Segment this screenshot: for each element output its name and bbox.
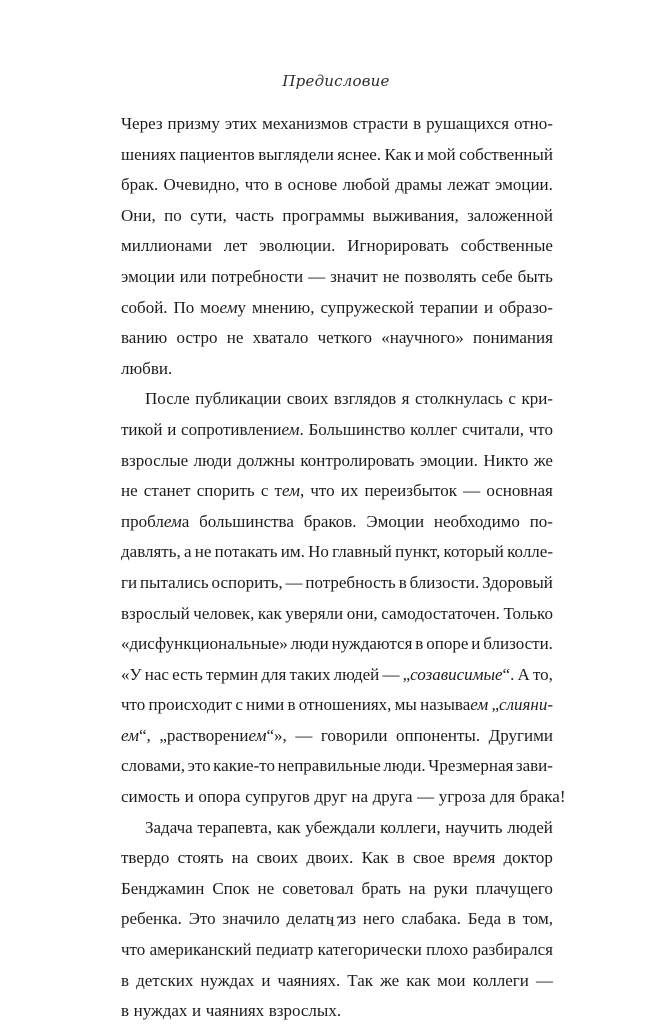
word: люди xyxy=(193,450,232,470)
text-line xyxy=(121,231,553,262)
word: Эмоции xyxy=(366,511,425,531)
word: — xyxy=(463,481,481,501)
word: с xyxy=(260,481,269,501)
word: Через xyxy=(121,114,163,133)
word: или xyxy=(179,266,207,286)
word: мы xyxy=(394,695,417,715)
word: колле- xyxy=(507,542,553,562)
word: «дисфункциональные» xyxy=(121,634,288,654)
word: как xyxy=(406,970,431,990)
text-line xyxy=(121,476,553,507)
word: что xyxy=(528,419,553,439)
word: ги xyxy=(121,572,138,592)
word: остро xyxy=(176,328,218,348)
word: взрослые xyxy=(121,450,189,470)
word: как xyxy=(257,603,282,623)
word: отно- xyxy=(513,114,553,133)
text-line xyxy=(121,782,566,813)
word: друга xyxy=(372,787,413,807)
word: это xyxy=(187,756,211,776)
text-line xyxy=(121,996,553,1027)
word: главный xyxy=(332,542,392,562)
word: в xyxy=(507,909,516,929)
word: публикации xyxy=(195,389,282,409)
word: доктор xyxy=(503,848,553,868)
text-line xyxy=(121,446,553,477)
word: не xyxy=(382,266,400,286)
word: собственные xyxy=(460,236,553,256)
word: терапии xyxy=(419,297,478,317)
word: какие-то xyxy=(213,756,275,776)
word: и xyxy=(414,144,424,164)
text-line xyxy=(121,507,553,538)
text-line xyxy=(121,721,553,752)
word: Чрезмерная xyxy=(428,756,514,776)
word: им. xyxy=(280,542,305,562)
word: собственный xyxy=(459,144,553,164)
word: а xyxy=(183,542,192,562)
word: мой xyxy=(427,144,456,164)
word: своих xyxy=(286,389,329,409)
word: на xyxy=(408,878,426,898)
word: позволять xyxy=(404,266,477,286)
word: эмоции xyxy=(121,266,175,286)
word: супружеской xyxy=(320,297,414,317)
word: людей xyxy=(333,664,380,684)
word: Задача xyxy=(145,817,193,837)
text-line xyxy=(121,415,553,446)
word: в xyxy=(413,114,422,133)
word: из xyxy=(340,909,357,929)
word: должны xyxy=(237,450,295,470)
word: убеждали xyxy=(305,817,376,837)
word: плохо xyxy=(426,940,469,960)
word: чаяниях xyxy=(205,1001,265,1021)
word: четкого xyxy=(317,328,373,348)
text-line xyxy=(121,751,553,782)
word: «У xyxy=(121,664,142,684)
word: спорить xyxy=(196,481,255,501)
word: симость xyxy=(121,787,181,807)
word: угроза xyxy=(438,787,486,807)
word: таких xyxy=(289,664,331,684)
text-line xyxy=(121,629,553,660)
word: По xyxy=(173,297,195,317)
word: лет xyxy=(223,236,248,256)
word: что xyxy=(121,695,146,715)
word: необходимо xyxy=(433,511,520,531)
word: том, xyxy=(522,909,553,929)
word: я xyxy=(401,389,410,409)
word: оспорить, xyxy=(211,572,283,592)
text-line xyxy=(121,935,553,966)
word: себе xyxy=(481,266,513,286)
word: нас xyxy=(144,664,169,684)
word: слабака. xyxy=(401,909,461,929)
word: Они, xyxy=(121,205,156,225)
word: их xyxy=(340,481,359,501)
word: и xyxy=(261,970,271,990)
word: что xyxy=(310,481,335,501)
word: коллег xyxy=(410,419,458,439)
word: — xyxy=(295,725,313,745)
word: нуждах xyxy=(133,1001,188,1021)
word: основе xyxy=(287,175,338,195)
word: „слияни- xyxy=(491,695,553,715)
word: американский xyxy=(149,940,252,960)
word: драмы xyxy=(395,175,443,195)
word: Здоровый xyxy=(482,572,553,592)
word: станет xyxy=(143,481,191,501)
word: рушащихся xyxy=(426,114,510,133)
word: нуждаются xyxy=(331,634,413,654)
word: взрослых. xyxy=(268,1001,342,1021)
word: неправильные xyxy=(277,756,381,776)
word: зави- xyxy=(515,756,553,776)
word: потакать xyxy=(214,542,278,562)
word: советовал xyxy=(282,878,354,898)
word: в xyxy=(121,970,130,990)
word: него xyxy=(362,909,395,929)
word: есть xyxy=(172,664,203,684)
word: любви. xyxy=(121,358,173,378)
word: категорически xyxy=(317,940,422,960)
word: Никто xyxy=(483,450,529,470)
word: супругов xyxy=(245,787,310,807)
word: значит xyxy=(330,266,378,286)
word: в xyxy=(396,848,405,868)
text-line xyxy=(121,170,553,201)
word: значило xyxy=(222,909,280,929)
word: браков. xyxy=(303,511,357,531)
word: происходит xyxy=(148,695,233,715)
word: ем“, xyxy=(121,725,151,745)
word: пытались xyxy=(139,572,209,592)
text-line xyxy=(121,568,553,599)
word: любой xyxy=(342,175,390,195)
word: тикой xyxy=(121,419,163,439)
word: пункт, xyxy=(395,542,441,562)
word: терапевта, xyxy=(197,817,272,837)
paragraph xyxy=(121,384,566,812)
word: время xyxy=(452,848,496,868)
word: яснее. xyxy=(337,144,382,164)
word: — xyxy=(417,787,435,807)
word: тем, xyxy=(274,481,305,501)
word: брака! xyxy=(519,787,566,807)
word: давлять, xyxy=(121,542,181,562)
word: опоре xyxy=(426,634,469,654)
word: не xyxy=(194,542,212,562)
word: понимания xyxy=(472,328,553,348)
word: и xyxy=(167,419,177,439)
word: „растворением“», xyxy=(159,725,287,745)
word: ванию xyxy=(121,328,168,348)
word: оппоненты. xyxy=(396,725,481,745)
word: ребенка. xyxy=(121,909,182,929)
word: с xyxy=(235,695,243,715)
page-number: 17 xyxy=(328,914,344,930)
text-line xyxy=(121,384,553,415)
word: коллеги, xyxy=(380,817,441,837)
word: то, xyxy=(532,664,553,684)
word: Как xyxy=(384,144,412,164)
word: этих xyxy=(224,114,258,133)
running-head: Предисловие xyxy=(282,72,390,90)
word: плачущего xyxy=(475,878,553,898)
word: Только xyxy=(503,603,553,623)
word: — xyxy=(308,266,326,286)
word: столкнулась xyxy=(414,389,503,409)
word: переизбыток xyxy=(364,481,458,501)
word: человек, xyxy=(193,603,255,623)
word: в xyxy=(274,175,283,195)
word: и xyxy=(483,297,494,317)
word: мнению, xyxy=(251,297,315,317)
word: не xyxy=(226,328,244,348)
word: заложенной xyxy=(467,205,553,225)
word: и xyxy=(184,787,194,807)
text-line xyxy=(121,537,553,568)
word: свое xyxy=(413,848,445,868)
word: потребности xyxy=(211,266,304,286)
word: брать xyxy=(361,878,401,898)
word: не xyxy=(257,878,275,898)
word: нуждах xyxy=(200,970,255,990)
word: который xyxy=(443,542,504,562)
word: двоих. xyxy=(306,848,354,868)
word: кри- xyxy=(521,389,553,409)
word: словами, xyxy=(121,756,185,776)
word: миллионами xyxy=(121,236,212,256)
word: „созависимые“. xyxy=(402,664,515,684)
word: взрослый xyxy=(121,603,190,623)
word: в xyxy=(415,634,424,654)
word: потребность xyxy=(305,572,396,592)
word: близости. xyxy=(483,634,553,654)
word: коллеги xyxy=(472,970,529,990)
word: сути, xyxy=(190,205,227,225)
word: опора xyxy=(198,787,241,807)
word: образо- xyxy=(499,297,553,317)
word: Так xyxy=(347,970,374,990)
word: для xyxy=(490,787,516,807)
word: люди. xyxy=(383,756,426,776)
word: — xyxy=(285,572,303,592)
word: делать xyxy=(286,909,334,929)
word: детских xyxy=(136,970,194,990)
word: что xyxy=(244,175,270,195)
word: лежат xyxy=(447,175,490,195)
word: для xyxy=(261,664,287,684)
word: После xyxy=(145,389,190,409)
word: твердо xyxy=(121,848,170,868)
word: страсти xyxy=(352,114,409,133)
word: по xyxy=(164,205,182,225)
word: «научного» xyxy=(381,328,464,348)
word: Игнорировать xyxy=(347,236,449,256)
text-line xyxy=(121,201,553,232)
word: же xyxy=(533,450,553,470)
word: Беда xyxy=(467,909,501,929)
word: моему xyxy=(200,297,246,317)
word: сопротивлением. xyxy=(181,419,304,439)
word: брак. xyxy=(121,175,159,195)
text-line xyxy=(121,599,553,630)
word: самодостаточен. xyxy=(381,603,500,623)
word: по- xyxy=(529,511,553,531)
word: Как xyxy=(361,848,389,868)
word: Это xyxy=(188,909,216,929)
word: Но xyxy=(308,542,329,562)
word: педиатр xyxy=(255,940,314,960)
word: с xyxy=(508,389,516,409)
text-line xyxy=(121,813,553,844)
word: Большинство xyxy=(308,419,406,439)
word: отношениях, xyxy=(298,695,392,715)
word: Бенджамин xyxy=(121,878,205,898)
body-text xyxy=(121,109,566,1027)
word: говорили xyxy=(320,725,388,745)
word: и xyxy=(192,1001,202,1021)
word: — xyxy=(535,970,553,990)
word: на xyxy=(351,787,369,807)
word: в xyxy=(121,1001,130,1021)
word: близости. xyxy=(409,572,480,592)
word: люди xyxy=(290,634,329,654)
word: выживания, xyxy=(372,205,459,225)
word: эмоции. xyxy=(494,175,553,195)
word: чаяниях. xyxy=(277,970,341,990)
word: на xyxy=(231,848,249,868)
text-line xyxy=(121,843,553,874)
word: Спок xyxy=(212,878,250,898)
word: и xyxy=(471,634,481,654)
word: в xyxy=(398,572,407,592)
word: в xyxy=(287,695,296,715)
word: друг xyxy=(314,787,347,807)
word: руки xyxy=(433,878,468,898)
word: выглядели xyxy=(258,144,334,164)
word: эмоции. xyxy=(419,450,478,470)
word: призму xyxy=(167,114,220,133)
word: разбирался xyxy=(472,940,553,960)
word: называем xyxy=(420,695,489,715)
word: научить xyxy=(445,817,503,837)
word: они, xyxy=(346,603,378,623)
word: быть xyxy=(517,266,553,286)
word: механизмов xyxy=(262,114,348,133)
text-line xyxy=(121,323,553,354)
text-line xyxy=(121,660,553,691)
word: проблема xyxy=(121,511,190,531)
word: как xyxy=(276,817,301,837)
word: — xyxy=(382,664,400,684)
word: ними xyxy=(246,695,285,715)
word: пациентов xyxy=(179,144,255,164)
word: термин xyxy=(205,664,259,684)
text-line xyxy=(121,966,553,997)
text-line xyxy=(121,293,553,324)
word: не xyxy=(121,481,138,501)
text-line xyxy=(121,262,553,293)
word: Очевидно, xyxy=(163,175,240,195)
word: считали, xyxy=(462,419,525,439)
word: своих xyxy=(256,848,299,868)
word: стоять xyxy=(177,848,224,868)
text-line xyxy=(121,109,553,140)
word: мои xyxy=(437,970,466,990)
word: А xyxy=(517,664,530,684)
word: уверяли xyxy=(285,603,344,623)
text-line xyxy=(121,874,553,905)
word: большинства xyxy=(199,511,294,531)
word: взглядов xyxy=(333,389,397,409)
word: основная xyxy=(486,481,553,501)
word: шениях xyxy=(121,144,177,164)
text-line xyxy=(121,140,553,171)
text-line xyxy=(121,354,553,385)
word: хватало xyxy=(252,328,309,348)
word: эволюции. xyxy=(259,236,336,256)
word: часть xyxy=(235,205,274,225)
word: Другими xyxy=(488,725,553,745)
word: людей xyxy=(507,817,553,837)
text-line xyxy=(121,690,553,721)
word: контролировать xyxy=(300,450,415,470)
word: собой. xyxy=(121,297,168,317)
word: же xyxy=(380,970,400,990)
paragraph xyxy=(121,109,553,384)
word: что xyxy=(121,940,146,960)
word: программы xyxy=(282,205,365,225)
